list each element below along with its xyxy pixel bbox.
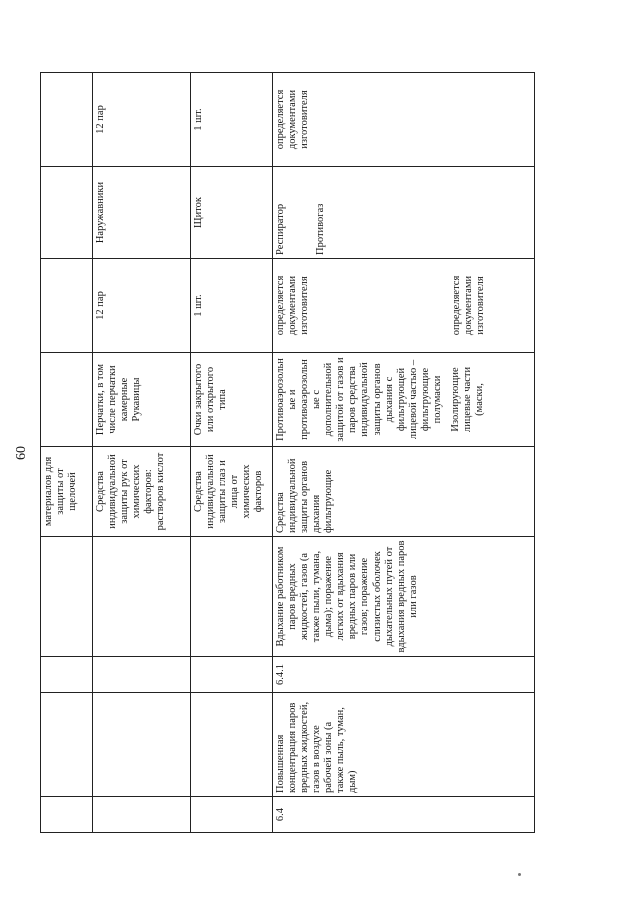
group-means-cell: Средства индивидуальной защиты органов дыхания фильтрующие [273, 447, 535, 537]
norm-cell: 12 пар [93, 259, 191, 353]
hazard-factor-cell: Повышенная концентрация паров вредных жидкостей, газов в воздухе рабочей зоны (а также пыль, туман, дым) [273, 693, 535, 797]
table-row [93, 73, 191, 833]
norm-cell [273, 259, 535, 353]
ppe-norms-table [40, 72, 535, 833]
ppe-item-text: Изолирующие лицевые части (маски, [449, 366, 485, 433]
ppe-item-cell: Очки закрытого или открытого типа [191, 353, 273, 447]
table-region [40, 73, 600, 833]
cell-empty [93, 797, 191, 833]
cell-empty [41, 693, 93, 797]
norm-text: определяется документами изготовителя [275, 275, 311, 336]
cell-empty [191, 797, 273, 833]
norm-text: определяется документами изготовителя [451, 275, 487, 336]
cell-empty [41, 259, 93, 353]
cell-empty [41, 167, 93, 259]
cell-empty [41, 657, 93, 693]
norm-cell: 1 шт. [191, 259, 273, 353]
norm-cell: 12 пар [93, 73, 191, 167]
cell-empty [41, 73, 93, 167]
group-means-cell: Средства индивидуальной защиты рук от химических факторов: растворов кислот [93, 447, 191, 537]
table-row [273, 73, 535, 833]
cell-empty [191, 693, 273, 797]
ppe-item-cell [273, 167, 535, 259]
hazard-code-cell: 6.4 [273, 797, 535, 833]
cell-empty [41, 537, 93, 657]
danger-description-cell: Вдыхание работником паров вредных жидкостей, газов (а также пыли, тумана, дыма); поражение легких от вдыхания вредных паров или газов; поражение слизистых оболочек дыхательных путей от вдыхания вредных паров или газов [273, 537, 535, 657]
group-means-cell: материалов для защиты от щелочей [41, 447, 93, 537]
ppe-item-text: Респиратор [275, 203, 286, 255]
ppe-item-text: Противогаз [315, 203, 327, 255]
cell-empty [93, 693, 191, 797]
table-row [191, 73, 273, 833]
ppe-item-cell: Щиток [191, 167, 273, 259]
group-means-cell: Средства индивидуальной защиты глаз и лица от химических факторов [191, 447, 273, 537]
ppe-item-text: Противоаэрозольные и противоаэрозольные с дополнительной защитой от газов и паров средства индивидуальной защиты органов дыхания с фильтрующей лицевой частью – фильтрующие полумаски [275, 357, 443, 442]
table-row [41, 73, 93, 833]
cell-empty [41, 797, 93, 833]
cell-empty [191, 537, 273, 657]
ppe-item-cell: Наружавники [93, 167, 191, 259]
page-number: 60 [14, 446, 29, 460]
cell-empty [191, 657, 273, 693]
rotated-page-content [40, 73, 600, 833]
ppe-item-cell: Перчатки, в том числе перчатки камерные Рукавицы [93, 353, 191, 447]
cell-empty [41, 353, 93, 447]
norm-cell: определяется документами изготовителя [273, 73, 535, 167]
scan-speck [518, 873, 521, 876]
cell-empty [93, 657, 191, 693]
norm-cell: 1 шт. [191, 73, 273, 167]
cell-empty [93, 537, 191, 657]
hazard-subcode-cell: 6.4.1 [273, 657, 535, 693]
ppe-item-cell [273, 353, 535, 447]
